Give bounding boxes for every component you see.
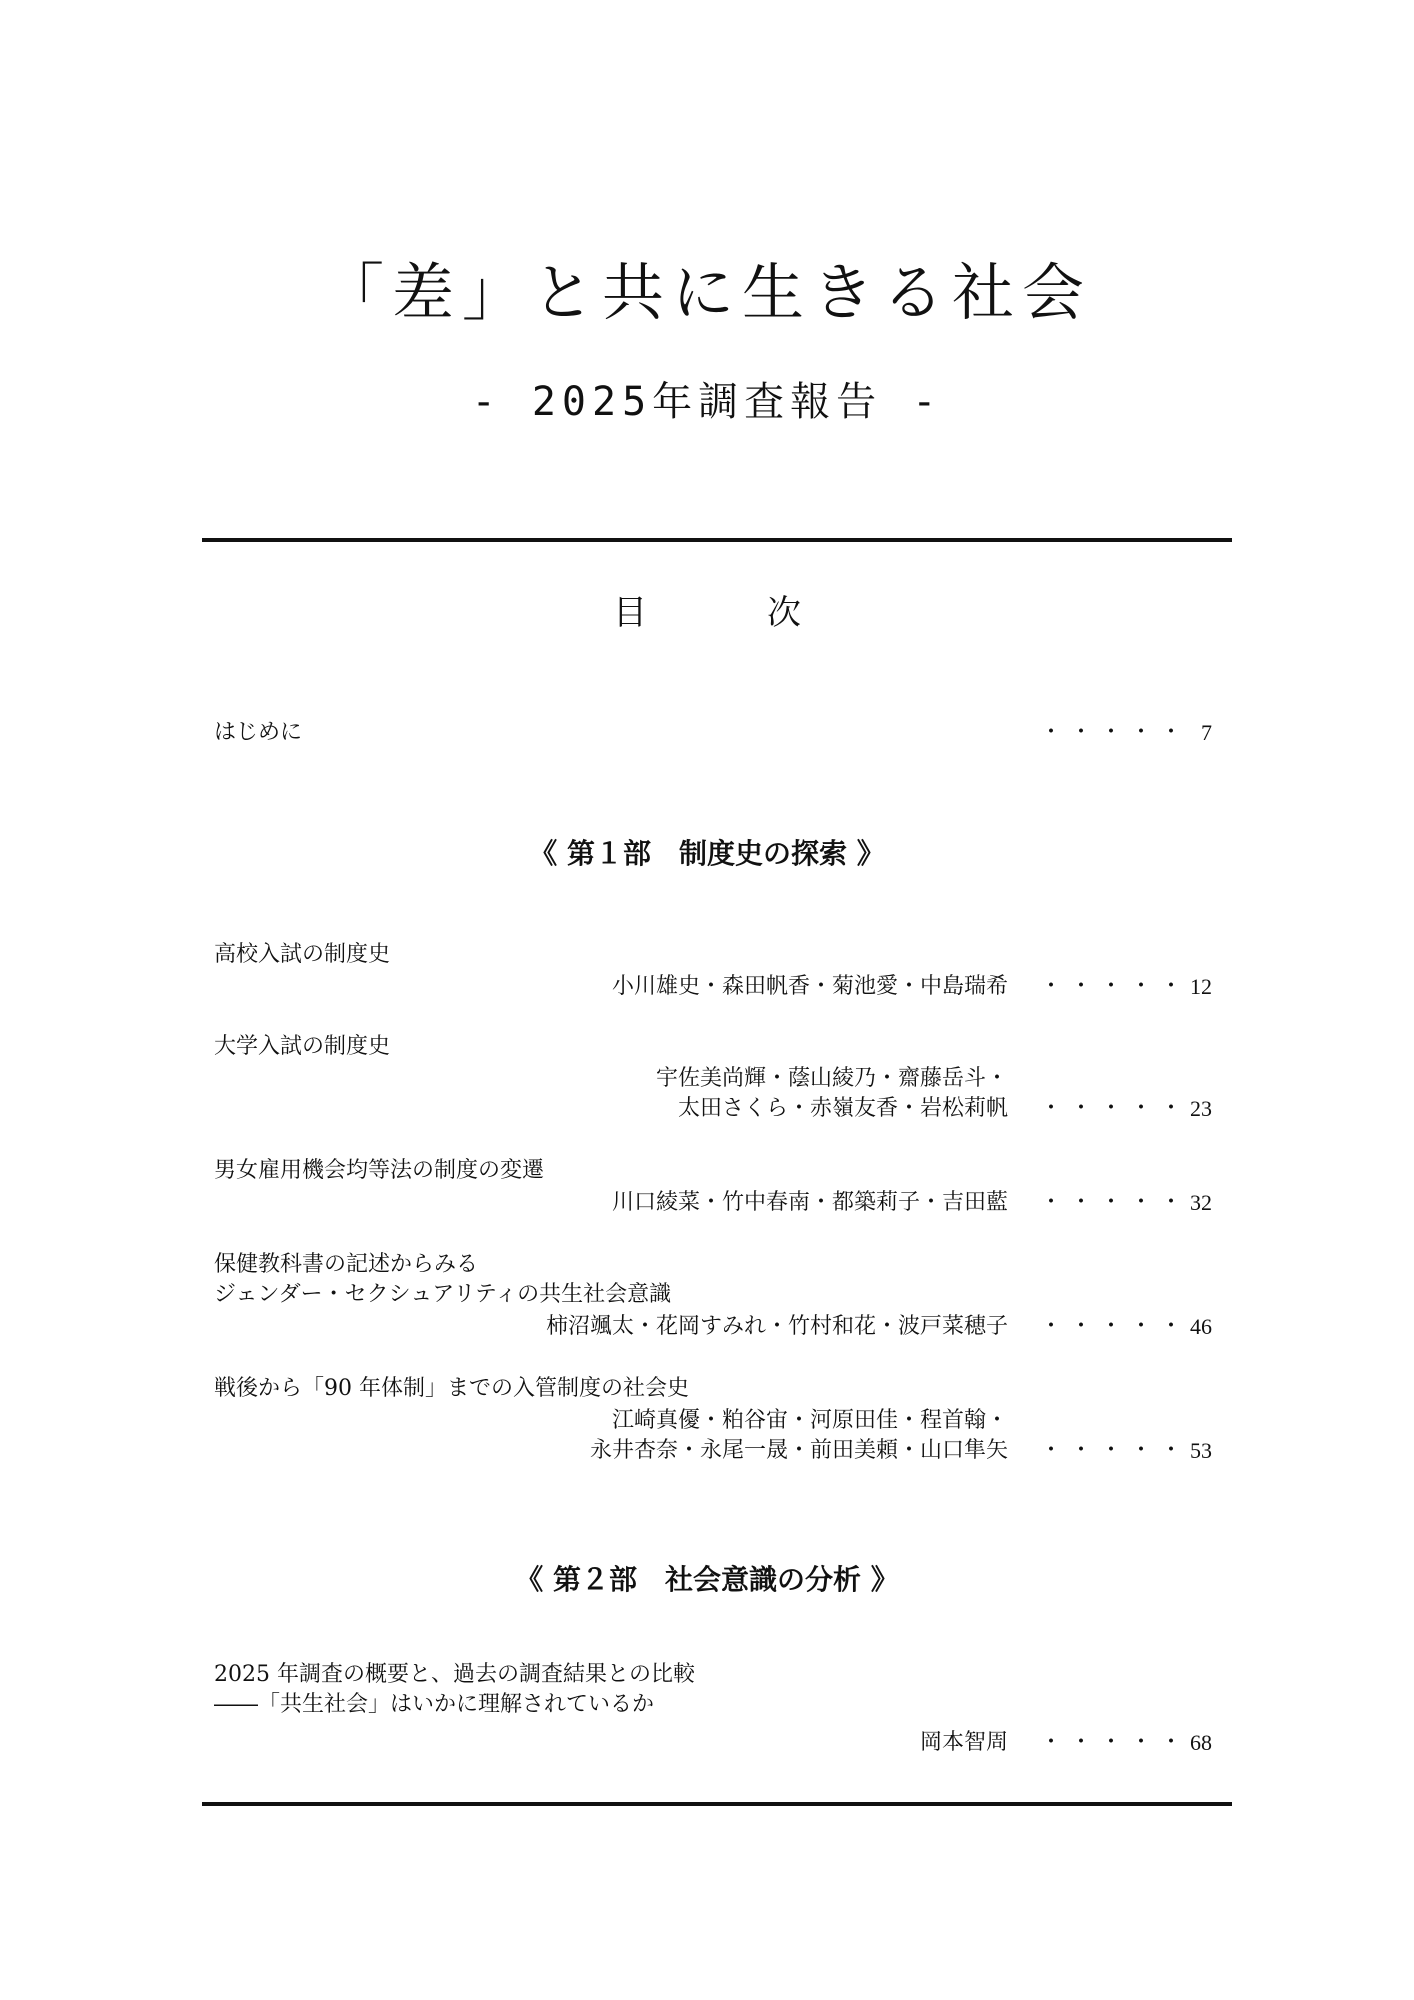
toc-leader-dots: ・・・・・ (1040, 720, 1191, 745)
toc-entry-title: 2025 年調査の概要と、過去の調査結果との比較 (214, 1662, 695, 1687)
toc-entry-title: 男女雇用機会均等法の制度の変遷 (214, 1158, 545, 1183)
toc-entry-authors: 江崎真優・粕谷宙・河原田佳・程首翰・ (611, 1408, 1008, 1433)
toc-entry-intro-title: はじめに (214, 720, 303, 745)
toc-leader-dots: ・・・・・ (1040, 974, 1191, 999)
toc-entry-title: 大学入試の制度史 (214, 1034, 391, 1059)
toc-entry-title: 保健教科書の記述からみる (214, 1252, 479, 1277)
toc-entry-authors: 永井杏奈・永尾一晟・前田美頼・山口隼矢 (589, 1438, 1008, 1463)
toc-entry-page: 32 (1190, 1190, 1212, 1215)
toc-entry-authors: 宇佐美尚輝・蔭山綾乃・齋藤岳斗・ (655, 1066, 1008, 1091)
part1-heading: 《 第１部 制度史の探索 》 (529, 837, 885, 870)
toc-entry-page: 68 (1190, 1730, 1212, 1755)
toc-leader-dots: ・・・・・ (1040, 1438, 1191, 1463)
document-subtitle: - 2025年調査報告 - (471, 379, 943, 425)
toc-entry-authors: 岡本智周 (919, 1730, 1008, 1755)
toc-leader-dots: ・・・・・ (1040, 1730, 1191, 1755)
bottom-divider (202, 1802, 1232, 1806)
toc-entry-page: 23 (1190, 1096, 1212, 1121)
toc-entry-page: 53 (1190, 1438, 1212, 1463)
toc-entry-title-line2: ジェンダー・セクシュアリティの共生社会意識 (214, 1282, 672, 1307)
toc-entry-authors: 川口綾菜・竹中春南・都築莉子・吉田藍 (611, 1190, 1008, 1215)
toc-heading-left: 目 (613, 593, 647, 633)
toc-heading-right: 次 (767, 593, 801, 633)
document-title: 「差」と共に生きる社会 (321, 256, 1092, 329)
toc-entry-authors: 太田さくら・赤嶺友香・岩松莉帆 (677, 1096, 1008, 1121)
toc-entry-page: 46 (1190, 1314, 1212, 1339)
toc-entry-authors: 小川雄史・森田帆香・菊池愛・中島瑞希 (611, 974, 1008, 999)
toc-entry-authors: 柿沼颯太・花岡すみれ・竹村和花・波戸菜穂子 (545, 1314, 1008, 1339)
toc-leader-dots: ・・・・・ (1040, 1096, 1191, 1121)
toc-entry-title-line2: ――「共生社会」はいかに理解されているか (214, 1692, 655, 1717)
toc-entry-intro-page: 7 (1201, 720, 1212, 745)
toc-entry-title: 高校入試の制度史 (214, 942, 391, 967)
toc-heading (0, 593, 1414, 633)
part2-heading: 《 第２部 社会意識の分析 》 (515, 1563, 899, 1596)
toc-leader-dots: ・・・・・ (1040, 1190, 1191, 1215)
toc-entry-page: 12 (1190, 974, 1212, 999)
top-divider (202, 538, 1232, 542)
toc-leader-dots: ・・・・・ (1040, 1314, 1191, 1339)
toc-entry-title: 戦後から「90 年体制」までの入管制度の社会史 (214, 1376, 689, 1401)
